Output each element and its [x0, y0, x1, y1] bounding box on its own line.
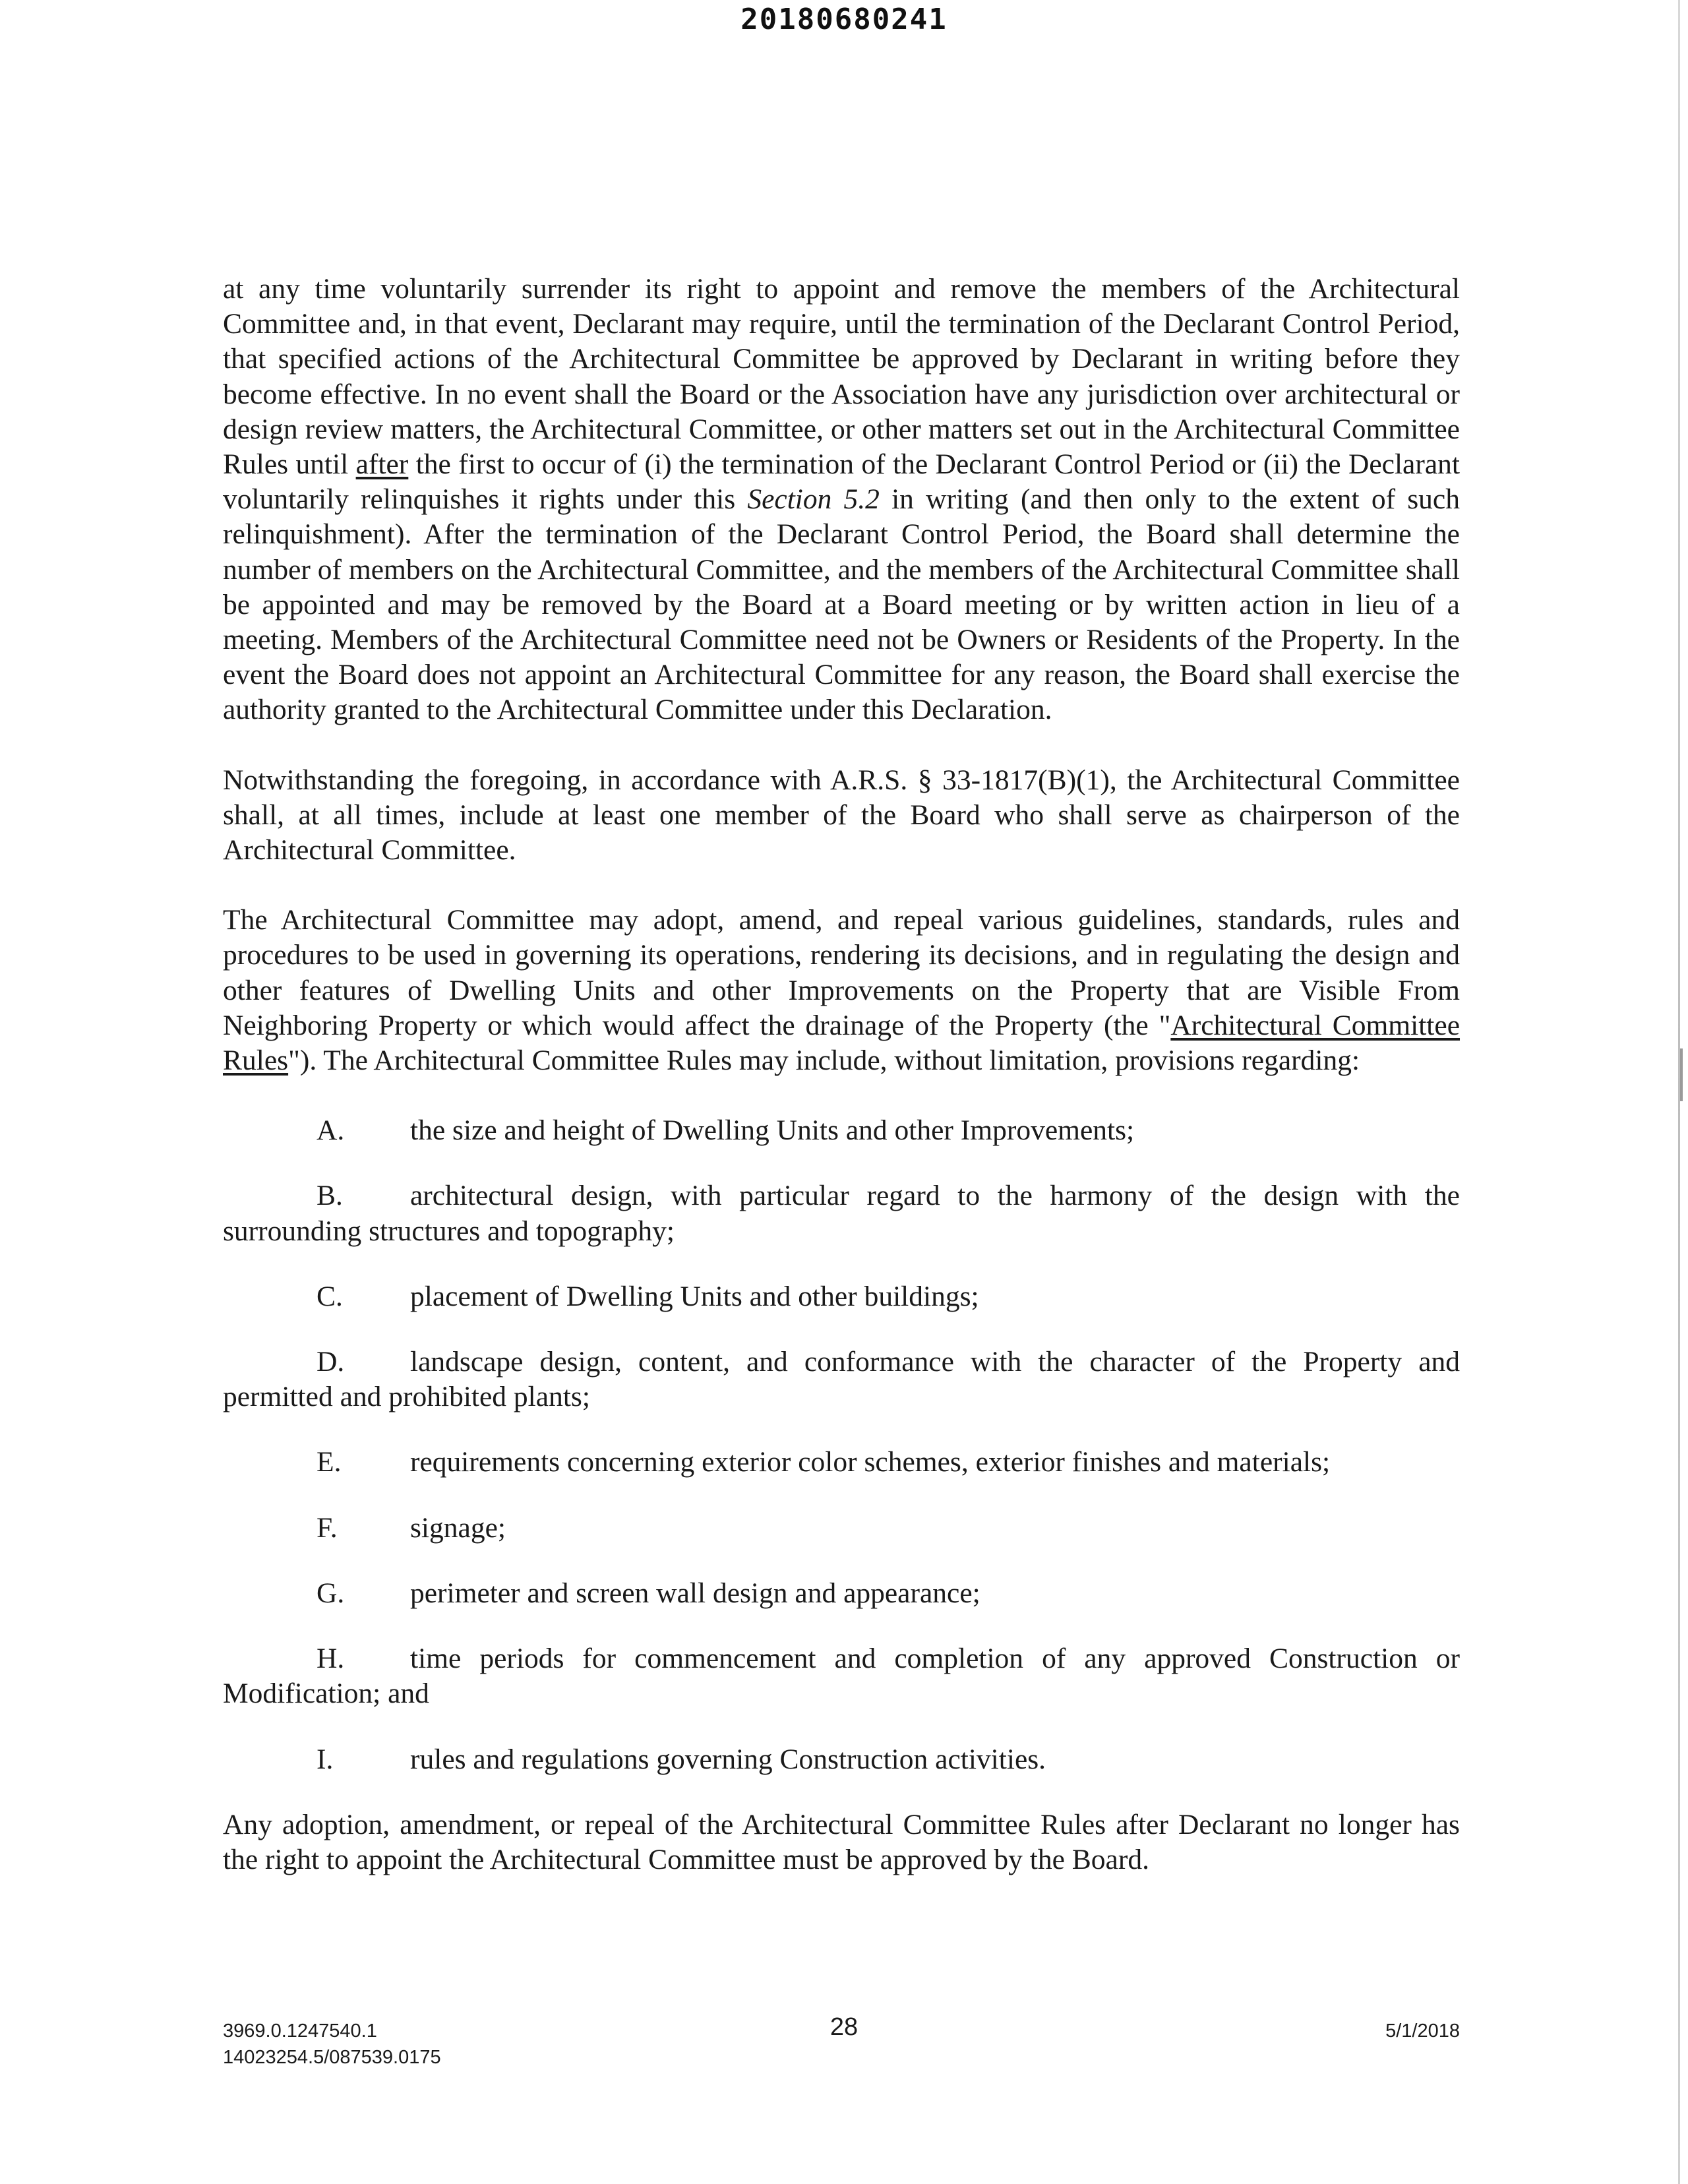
footer-doc-id: 14023254.5/087539.0175 [223, 2047, 441, 2068]
recording-number: 20180680241 [740, 3, 948, 36]
list-text: time periods for commencement and completion of any approved Construction or Modification; and [223, 1643, 1460, 1710]
list-letter: A. [316, 1114, 345, 1147]
list-text: placement of Dwelling Units and other buildings; [410, 1280, 979, 1312]
paragraph-text: The Architectural Committee may adopt, amend, and repeal various guidelines, standards, rules and procedures to be used in governing its operations, rendering its decisions, and in regulating the design and other features of Dwelling Units and other Improvements on the Property that are Visible From Neighboring Property or which would affect the drainage of the Property (the " [223, 904, 1460, 1041]
paragraph-architectural-committee-appointment [223, 272, 1460, 728]
paragraph-text: at any time voluntarily surrender its right to appoint and remove the members of the Architectural Committee and, in that event, Declarant may require, until the termination of the Declarant Control Period, that specified actions of the Architectural Committee be approved by Declarant in writing before they become effective. In no event shall the Board or the Association have any jurisdiction over architectural or design review matters, the Architectural Committee, or other matters set out in the Architectural Committee Rules until [223, 273, 1460, 481]
list-text: rules and regulations governing Construction activities. [410, 1743, 1046, 1775]
list-item-f [223, 1511, 1460, 1546]
list-text: perimeter and screen wall design and appearance; [410, 1577, 980, 1609]
list-letter: D. [316, 1346, 345, 1378]
list-letter: F. [316, 1511, 338, 1544]
document-body [223, 272, 1460, 1877]
list-text: the size and height of Dwelling Units and other Improvements; [410, 1114, 1135, 1147]
paragraph-committee-rules [223, 903, 1460, 1078]
scan-edge-mark [1680, 1048, 1683, 1101]
paragraph-text: "). The Architectural Committee Rules may include, without limitation, provisions regarding: [288, 1045, 1360, 1077]
paragraph-text: the first to occur of (i) the termination of the Declarant Control Period or (ii) the Declarant voluntarily relinquishes it rights under this [223, 448, 1460, 516]
list-item-g [223, 1576, 1460, 1611]
list-item-i [223, 1742, 1460, 1777]
underlined-term-after: after [355, 448, 409, 481]
page-number: 28 [829, 2013, 859, 2041]
list-item-h [223, 1641, 1460, 1711]
list-letter: B. [316, 1180, 343, 1212]
defined-term-architectural-committee-rules: Architectural Committee Rules [223, 1009, 1461, 1077]
provisions-list [223, 1113, 1460, 1776]
list-letter: H. [316, 1643, 345, 1675]
list-text: landscape design, content, and conformance with the character of the Property and permitted and prohibited plants; [223, 1346, 1460, 1413]
footer-doc-id: 3969.0.1247540.1 [223, 2020, 377, 2042]
paragraph-board-member-requirement: Notwithstanding the foregoing, in accordance with A.R.S. § 33-1817(B)(1), the Architectural Committee shall, at all times, include at least one member of the Board who shall serve as chairperson of the Architectural Committee. [223, 764, 1460, 866]
list-letter: G. [316, 1577, 345, 1609]
paragraph-rules-amendment-approval: Any adoption, amendment, or repeal of the Architectural Committee Rules after Declarant no longer has the right to appoint the Architectural Committee must be approved by the Board. [223, 1808, 1460, 1875]
footer-date: 5/1/2018 [1385, 2020, 1460, 2042]
paragraph-text: in writing (and then only to the extent of such relinquishment). After the termination of the Declarant Control Period, the Board shall determine the number of members on the Architectural Committee, and the members of the Architectural Committee shall be appointed and may be removed by the Board at a Board meeting or by written action in lieu of a meeting. Members of the Architectural Committee need not be Owners or Residents of the Property. In the event the Board does not appoint an Architectural Committee for any reason, the Board shall exercise the authority granted to the Architectural Committee under this Declaration. [223, 483, 1461, 726]
list-letter: I. [316, 1743, 334, 1775]
page-footer [0, 2013, 1688, 2097]
section-reference: Section 5.2 [747, 483, 880, 516]
list-item-b [223, 1178, 1460, 1248]
list-letter: E. [316, 1446, 342, 1478]
list-item-e [223, 1445, 1460, 1480]
list-text: architectural design, with particular regard to the harmony of the design with the surrounding structures and topography; [223, 1180, 1460, 1247]
list-text: signage; [410, 1511, 506, 1544]
list-item-c [223, 1279, 1460, 1314]
list-letter: C. [316, 1280, 343, 1312]
list-item-a [223, 1113, 1460, 1148]
list-item-d [223, 1345, 1460, 1414]
list-text: requirements concerning exterior color schemes, exterior finishes and materials; [410, 1446, 1331, 1478]
